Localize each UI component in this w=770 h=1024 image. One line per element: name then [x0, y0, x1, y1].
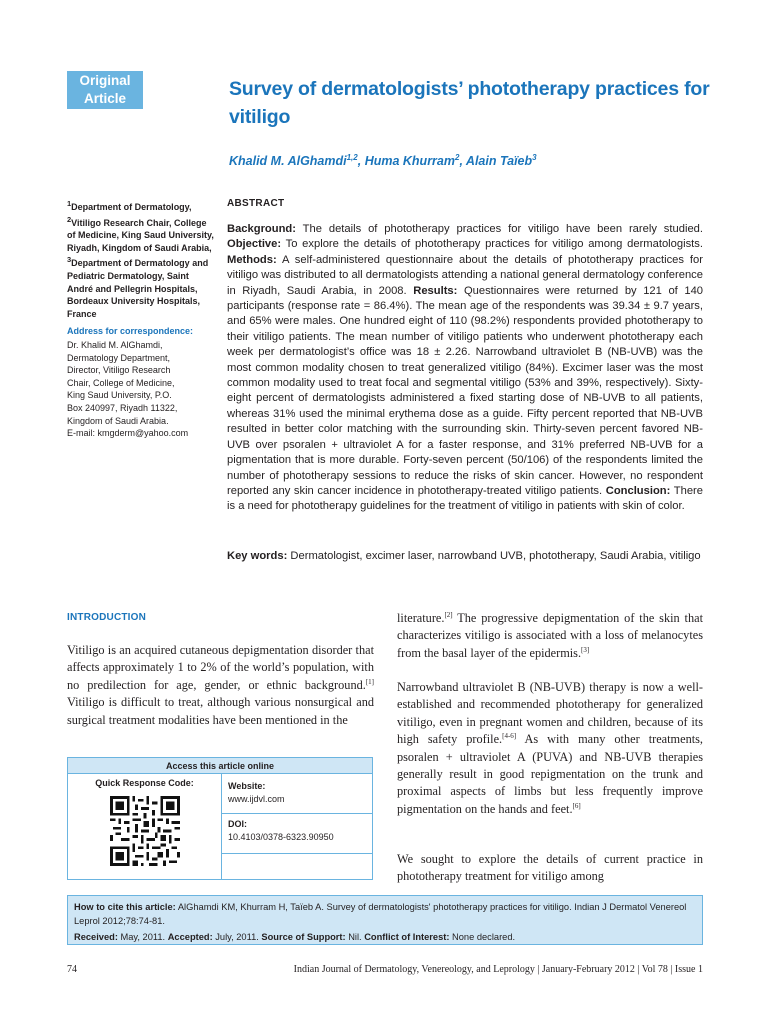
body-text: Vitiligo is an acquired cutaneous depigmentation disorder that affects approximately 1 to 2% of the world’s population, with no predilection for age, gender, or ethnic background.: [67, 643, 374, 692]
abstract-label: Methods:: [227, 253, 277, 266]
author-name: Khalid M. AlGhamdi: [229, 154, 347, 169]
affiliation-sup: 3: [67, 255, 72, 265]
doi-link[interactable]: 10.4103/0378-6323.90950: [228, 832, 334, 842]
citation-ref[interactable]: [6]: [572, 801, 581, 810]
column2-paragraph-2: [397, 679, 703, 818]
conflict-value: None declared.: [449, 932, 516, 942]
affiliation-text: Department of Dermatology and Pediatric Dermatology, Saint André and Pellegrin Hospitals, Bordeaux University Hospitals, France: [67, 258, 209, 319]
author-affiliation-sup: 2: [454, 153, 460, 162]
citation-box: [67, 895, 703, 945]
introduction-paragraph: [67, 642, 374, 729]
abstract-label: Conclusion:: [605, 484, 671, 497]
address-line: Dr. Khalid M. AlGhamdi,: [67, 340, 163, 350]
cite-label: How to cite this article:: [74, 902, 176, 912]
doi-label: DOI:: [228, 819, 247, 829]
affiliations: [67, 198, 217, 320]
accepted-date: July, 2011.: [212, 932, 262, 942]
keywords-text: Dermatologist, excimer laser, narrowband UVB, phototherapy, Saudi Arabia, vitiligo: [287, 550, 701, 562]
author-affiliation-sup: 1,2: [346, 153, 358, 162]
cite-text: AlGhamdi KM, Khurram H, Taïeb A. Survey of dermatologists' phototherapy practices for vitiligo. Indian J Dermatol Venereol Leprol 2012;78:74-81.: [74, 902, 687, 926]
body-text: As with many other treatments, psoralen + ultraviolet A (PUVA) and NB-UVB therapies generally result in good repigmentation on the trunk and proximal aspects of limbs but less frequently improve pigmentation on the hands and feet.: [397, 732, 703, 816]
affiliation-text: Department of Dermatology,: [71, 202, 192, 212]
abstract-text: To explore the details of phototherapy practices for vitiligo among dermatologists.: [281, 238, 703, 251]
address-line: Box 240997, Riyadh 11322,: [67, 402, 178, 413]
body-text: Vitiligo is difficult to treat, although various nonsurgical and surgical treatment modalities have been mentioned in the: [67, 695, 374, 727]
page-number: 74: [67, 964, 77, 975]
affiliation-sup: 1: [67, 199, 72, 208]
article-title: Survey of dermatologists’ phototherapy practices for vitiligo: [229, 78, 710, 128]
correspondence-heading: Address for correspondence:: [67, 326, 194, 336]
keywords: [227, 549, 703, 564]
accepted-label: Accepted:: [167, 932, 213, 942]
affiliation-text: Vitiligo Research Chair, College of Medicine, King Saud University, Riyadh, Kingdom of Saudi Arabia,: [67, 217, 214, 253]
abstract-text: There is a need for phototherapy guidelines for the treatment of vitiligo in patients with skin of color.: [227, 484, 703, 513]
author-list: Khalid M. AlGhamdi$^{1,2}$, Huma Khurram$^2$, Alain Taïeb$^3$: [229, 153, 537, 169]
abstract-text: The details of phototherapy practices for vitiligo have been rarely studied.: [296, 223, 703, 235]
qr-label: Quick Response Code:: [95, 778, 194, 788]
body-text: literature.: [397, 611, 445, 625]
author-name: Alain Taïeb: [465, 154, 533, 169]
article-type-badge: [67, 71, 143, 109]
keywords-label: Key words:: [227, 550, 288, 562]
conflict-label: Conflict of Interest:: [364, 932, 450, 942]
website-label: Website:: [228, 781, 266, 791]
address-line: Kingdom of Saudi Arabia.: [67, 415, 169, 426]
address-line: Director, Vitiligo Research: [67, 365, 171, 376]
abstract-text: A self-administered questionnaire about the details of phototherapy practices for vitiligo was distributed to all dermatologists attending a national general dermatology conference in Riyadh, Saudi Arabia, in 2008.: [227, 253, 703, 297]
qr-cell: [68, 774, 222, 880]
website-link[interactable]: www.ijdvl.com: [228, 794, 285, 804]
abstract-text: Questionnaires were returned by 121 of 140 participants (response rate = 86.4%). The mean age of the respondents was 39.34 ± 9.7 years, and 65% were males. One hundred eight of 110 (98.2%) respondents provided phototherapy to their vitiligo patients. The mean number of vitiligo patients who underwent phototherapy each week per dermatologist’s office was 18 ± 2.26. Narrowband ultraviolet B (NB-UVB) was the most common modality chosen to treat generalized vitiligo (84%). Excimer laser was the most common modality used to treat focal and segmental vitiligo (53% and 39%, respectively). Sixty-eight percent of dermatologists administered a fixed starting dose of NB-UVB to all patients, whereas 31% used the minimal erythema dose as a guide. Fifty percent reported that NB-UVB resulted in better color matching with the surrounding skin. Thirty-seven percent favored NB-UVB over psoralen + ultraviolet A for a faster response, and 31% preferred NB-UVB for a pigmentation that is more durable. Forty-seven percent (50/106) of the respondents limited the number of phototherapy sessions to reduce the risks of skin cancer. However, no respondent reported any skin cancer incidence in phototherapy-treated vitiligo patients.: [227, 284, 704, 497]
email-link[interactable]: E-mail: kmgderm@yahoo.com: [67, 428, 189, 439]
citation-ref[interactable]: [3]: [581, 645, 590, 654]
column2-paragraph-1: [397, 610, 703, 662]
address-line: King Saud University, P.O.: [67, 390, 172, 401]
badge-line-1: Original: [79, 73, 131, 88]
journal-footer: Indian Journal of Dermatology, Venereology, and Leprology | January-February 2012 | Vol 78 | Issue 1: [293, 964, 703, 975]
website-cell: [222, 774, 373, 814]
access-online-heading: Access this article online: [68, 758, 372, 774]
dates-support: [74, 931, 696, 945]
support-label: Source of Support:: [261, 932, 346, 942]
author-name: Huma Khurram: [364, 154, 455, 169]
affiliation-sup: 2: [67, 214, 72, 224]
column2-paragraph-3: We sought to explore the details of current practice in phototherapy treatment for vitiligo among: [397, 852, 703, 884]
body-text: The progressive depigmentation of the skin that characterizes vitiligo is associated with a loss of melanocytes from the basal layer of the epidermis.: [397, 611, 703, 660]
received-date: May, 2011.: [117, 932, 168, 942]
abstract-label: Background:: [227, 223, 296, 235]
citation-ref[interactable]: [4-6]: [502, 732, 517, 741]
received-label: Received:: [74, 932, 118, 942]
address-line: Dermatology Department,: [67, 352, 171, 363]
author-affiliation-sup: 3: [532, 153, 537, 162]
support-value: Nil.: [345, 932, 365, 942]
citation-ref[interactable]: [2]: [444, 610, 453, 619]
abstract-label: Objective:: [227, 238, 282, 251]
access-online-box: [67, 757, 373, 880]
citation-ref[interactable]: [1]: [365, 677, 374, 686]
address-line: Chair, College of Medicine,: [67, 377, 175, 388]
qr-code-icon[interactable]: [110, 796, 180, 866]
abstract-label: Results:: [413, 284, 458, 297]
abstract-heading: ABSTRACT: [227, 198, 285, 209]
body-text: Narrowband ultraviolet B (NB-UVB) therapy is now a well-established and recommended phototherapy for generalized vitiligo, even in pregnant women and children, because of its high safety profile.: [397, 680, 703, 747]
how-to-cite: [74, 901, 696, 928]
introduction-heading: INTRODUCTION: [67, 612, 147, 623]
abstract-body: [227, 222, 703, 515]
doi-cell: [222, 814, 373, 854]
correspondence-address: [67, 339, 217, 440]
badge-line-2: Article: [83, 91, 127, 106]
